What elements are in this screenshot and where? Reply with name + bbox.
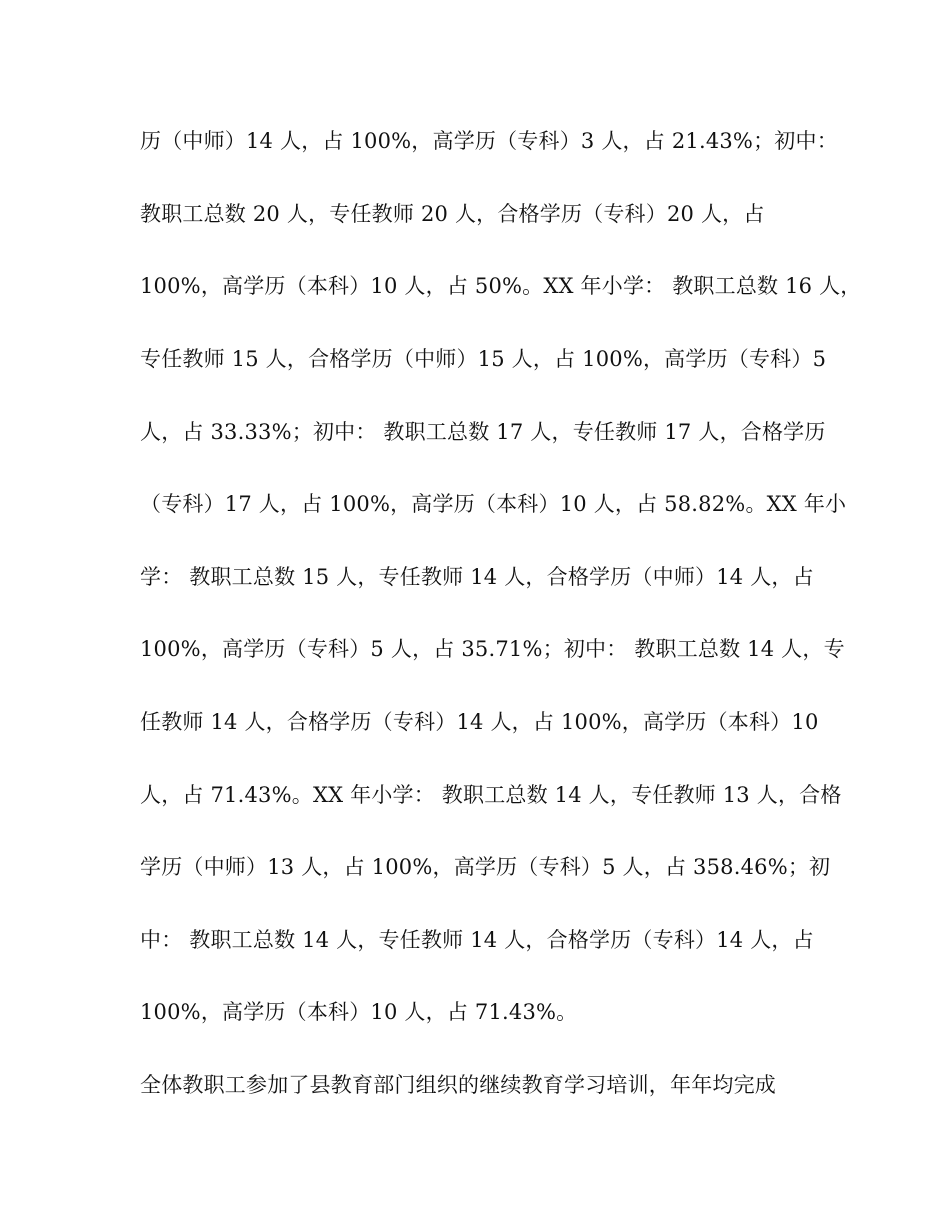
paragraph-line: 中： 教职工总数 14 人，专任教师 14 人，合格学历（专科）14 人，占 — [140, 928, 814, 952]
paragraph-line: 人，占 71.43%。XX 年小学： 教职工总数 14 人，专任教师 13 人，合格 — [140, 783, 842, 807]
paragraph-line: 100%，高学历（专科）5 人，占 35.71%；初中： 教职工总数 14 人，专 — [140, 637, 845, 661]
paragraph-line: 学： 教职工总数 15 人，专任教师 14 人，合格学历（中师）14 人，占 — [140, 565, 814, 589]
paragraph-line: 人，占 33.33%；初中： 教职工总数 17 人，专任教师 17 人，合格学历 — [140, 420, 826, 444]
paragraph-line: 100%，高学历（本科）10 人，占 71.43%。 — [140, 1000, 578, 1024]
paragraph-line: （专科）17 人，占 100%，高学历（本科）10 人，占 58.82%。XX 年小 — [140, 492, 847, 516]
paragraph-line: 学历（中师）13 人，占 100%，高学历（专科）5 人，占 358.46%；初 — [140, 855, 831, 879]
paragraph-line: 历（中师）14 人，占 100%，高学历（专科）3 人，占 21.43%；初中： — [140, 129, 838, 153]
paragraph-line: 全体教职工参加了县教育部门组织的继续教育学习培训，年年均完成 — [140, 1073, 776, 1097]
paragraph-line: 任教师 14 人，合格学历（专科）14 人，占 100%，高学历（本科）10 — [140, 710, 819, 734]
paragraph-line: 教职工总数 20 人，专任教师 20 人，合格学历（专科）20 人，占 — [140, 202, 765, 226]
paragraph-line: 100%，高学历（本科）10 人，占 50%。XX 年小学： 教职工总数 16 人， — [140, 274, 862, 298]
paragraph-line: 专任教师 15 人，合格学历（中师）15 人，占 100%，高学历（专科）5 — [140, 347, 827, 371]
